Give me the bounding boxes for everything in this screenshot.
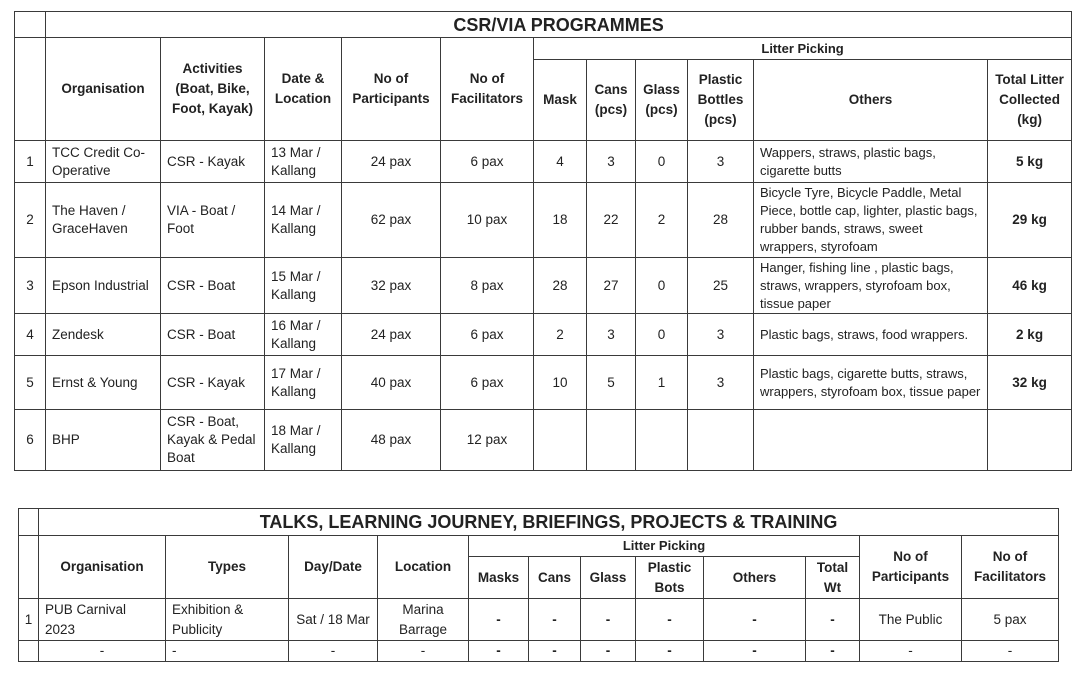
header-organisation: Organisation: [46, 38, 161, 141]
row-number: [19, 641, 39, 662]
others-cell: Plastic bags, cigarette butts, straws, wrappers, styrofoam box, tissue paper: [754, 356, 988, 410]
row-number: 1: [15, 141, 46, 183]
glass-cell: [636, 410, 688, 471]
total-wt-cell: -: [806, 641, 860, 662]
mask-cell: [534, 410, 587, 471]
row-number-header: [19, 536, 39, 599]
glass-cell: 0: [636, 258, 688, 314]
header-organisation: Organisation: [39, 536, 166, 599]
participants-cell: 32 pax: [342, 258, 441, 314]
plastic-bots-cell: -: [636, 641, 704, 662]
header-litter-picking: Litter Picking: [534, 38, 1072, 60]
facilitators-cell: 6 pax: [441, 356, 534, 410]
header-date-location: Date & Location: [265, 38, 342, 141]
participants-cell: -: [860, 641, 962, 662]
location-cell: Marina Barrage: [378, 599, 469, 641]
glass-cell: -: [581, 599, 636, 641]
activity-cell: CSR - Boat: [161, 314, 265, 356]
participants-cell: The Public: [860, 599, 962, 641]
organisation-cell: TCC Credit Co-Operative: [46, 141, 161, 183]
participants-cell: 24 pax: [342, 314, 441, 356]
header-types: Types: [166, 536, 289, 599]
header-masks: Masks: [469, 557, 529, 599]
facilitators-cell: -: [962, 641, 1059, 662]
row-number: 3: [15, 258, 46, 314]
total-litter-cell: 29 kg: [988, 183, 1072, 258]
cans-cell: 5: [587, 356, 636, 410]
facilitators-cell: 12 pax: [441, 410, 534, 471]
header-plastic-bots: Plastic Bots: [636, 557, 704, 599]
participants-cell: 48 pax: [342, 410, 441, 471]
row-number-header: [15, 38, 46, 141]
cans-cell: [587, 410, 636, 471]
header-cans: Cans (pcs): [587, 60, 636, 141]
activity-cell: CSR - Kayak: [161, 141, 265, 183]
participants-cell: 24 pax: [342, 141, 441, 183]
others-cell: Plastic bags, straws, food wrappers.: [754, 314, 988, 356]
cans-cell: -: [529, 599, 581, 641]
organisation-cell: -: [39, 641, 166, 662]
header-cans: Cans: [529, 557, 581, 599]
glass-cell: -: [581, 641, 636, 662]
header-day-date: Day/Date: [289, 536, 378, 599]
row-number: 4: [15, 314, 46, 356]
talks-table-title: TALKS, LEARNING JOURNEY, BRIEFINGS, PROJECTS & TRAINING: [39, 509, 1059, 536]
mask-cell: 4: [534, 141, 587, 183]
plastic-bottles-cell: [688, 410, 754, 471]
day-date-cell: Sat / 18 Mar: [289, 599, 378, 641]
header-location: Location: [378, 536, 469, 599]
total-wt-cell: -: [806, 599, 860, 641]
header-total-litter: Total Litter Collected (kg): [988, 60, 1072, 141]
day-date-cell: -: [289, 641, 378, 662]
mask-cell: 2: [534, 314, 587, 356]
organisation-cell: Epson Industrial: [46, 258, 161, 314]
others-cell: Hanger, fishing line , plastic bags, straws, wrappers, styrofoam box, tissue paper: [754, 258, 988, 314]
activity-cell: CSR - Boat: [161, 258, 265, 314]
participants-cell: 40 pax: [342, 356, 441, 410]
organisation-cell: The Haven / GraceHaven: [46, 183, 161, 258]
plastic-bots-cell: -: [636, 599, 704, 641]
others-cell: [754, 410, 988, 471]
header-others: Others: [704, 557, 806, 599]
header-litter-picking: Litter Picking: [469, 536, 860, 557]
total-litter-cell: 46 kg: [988, 258, 1072, 314]
glass-cell: 0: [636, 141, 688, 183]
date-location-cell: 16 Mar / Kallang: [265, 314, 342, 356]
others-cell: -: [704, 599, 806, 641]
masks-cell: -: [469, 641, 529, 662]
table-row: [15, 410, 1072, 471]
others-cell: Bicycle Tyre, Bicycle Paddle, Metal Piece, bottle cap, lighter, plastic bags, rubber bands, straws, sweet wrappers, styrofoam: [754, 183, 988, 258]
header-facilitators: No of Facilitators: [441, 38, 534, 141]
header-glass: Glass (pcs): [636, 60, 688, 141]
header-participants: No of Participants: [860, 536, 962, 599]
activity-cell: VIA - Boat / Foot: [161, 183, 265, 258]
total-litter-cell: 32 kg: [988, 356, 1072, 410]
cans-cell: 27: [587, 258, 636, 314]
header-mask: Mask: [534, 60, 587, 141]
others-cell: Wappers, straws, plastic bags, cigarette butts: [754, 141, 988, 183]
date-location-cell: 17 Mar / Kallang: [265, 356, 342, 410]
organisation-cell: PUB Carnival 2023: [39, 599, 166, 641]
row-number: 2: [15, 183, 46, 258]
table-row: [19, 641, 1059, 662]
date-location-cell: 14 Mar / Kallang: [265, 183, 342, 258]
total-litter-cell: [988, 410, 1072, 471]
facilitators-cell: 6 pax: [441, 141, 534, 183]
plastic-bottles-cell: 3: [688, 314, 754, 356]
plastic-bottles-cell: 3: [688, 141, 754, 183]
total-litter-cell: 2 kg: [988, 314, 1072, 356]
header-glass: Glass: [581, 557, 636, 599]
table-row: [15, 314, 1072, 356]
facilitators-cell: 5 pax: [962, 599, 1059, 641]
cans-cell: 3: [587, 141, 636, 183]
organisation-cell: BHP: [46, 410, 161, 471]
type-cell: -: [166, 641, 289, 662]
facilitators-cell: 8 pax: [441, 258, 534, 314]
mask-cell: 10: [534, 356, 587, 410]
csr-programmes-table: [14, 11, 1072, 471]
participants-cell: 62 pax: [342, 183, 441, 258]
glass-cell: 2: [636, 183, 688, 258]
date-location-cell: 15 Mar / Kallang: [265, 258, 342, 314]
glass-cell: 1: [636, 356, 688, 410]
activity-cell: CSR - Boat, Kayak & Pedal Boat: [161, 410, 265, 471]
talks-training-table: [18, 508, 1059, 662]
table-row: [15, 141, 1072, 183]
header-total-wt: Total Wt: [806, 557, 860, 599]
mask-cell: 18: [534, 183, 587, 258]
table-row: [19, 599, 1059, 641]
cans-cell: -: [529, 641, 581, 662]
header-others: Others: [754, 60, 988, 141]
mask-cell: 28: [534, 258, 587, 314]
activity-cell: CSR - Kayak: [161, 356, 265, 410]
header-participants: No of Participants: [342, 38, 441, 141]
row-number: 1: [19, 599, 39, 641]
location-cell: -: [378, 641, 469, 662]
cans-cell: 22: [587, 183, 636, 258]
plastic-bottles-cell: 25: [688, 258, 754, 314]
facilitators-cell: 10 pax: [441, 183, 534, 258]
cans-cell: 3: [587, 314, 636, 356]
masks-cell: -: [469, 599, 529, 641]
row-number: 5: [15, 356, 46, 410]
corner-cell: [19, 509, 39, 536]
header-plastic-bottles: Plastic Bottles (pcs): [688, 60, 754, 141]
organisation-cell: Zendesk: [46, 314, 161, 356]
others-cell: -: [704, 641, 806, 662]
plastic-bottles-cell: 28: [688, 183, 754, 258]
row-number: 6: [15, 410, 46, 471]
type-cell: Exhibition & Publicity: [166, 599, 289, 641]
date-location-cell: 13 Mar / Kallang: [265, 141, 342, 183]
table-row: [15, 258, 1072, 314]
header-activities: Activities (Boat, Bike, Foot, Kayak): [161, 38, 265, 141]
total-litter-cell: 5 kg: [988, 141, 1072, 183]
header-facilitators: No of Facilitators: [962, 536, 1059, 599]
date-location-cell: 18 Mar / Kallang: [265, 410, 342, 471]
corner-cell: [15, 12, 46, 38]
facilitators-cell: 6 pax: [441, 314, 534, 356]
glass-cell: 0: [636, 314, 688, 356]
csr-table-title: CSR/VIA PROGRAMMES: [46, 12, 1072, 38]
organisation-cell: Ernst & Young: [46, 356, 161, 410]
plastic-bottles-cell: 3: [688, 356, 754, 410]
table-row: [15, 356, 1072, 410]
table-row: [15, 183, 1072, 258]
